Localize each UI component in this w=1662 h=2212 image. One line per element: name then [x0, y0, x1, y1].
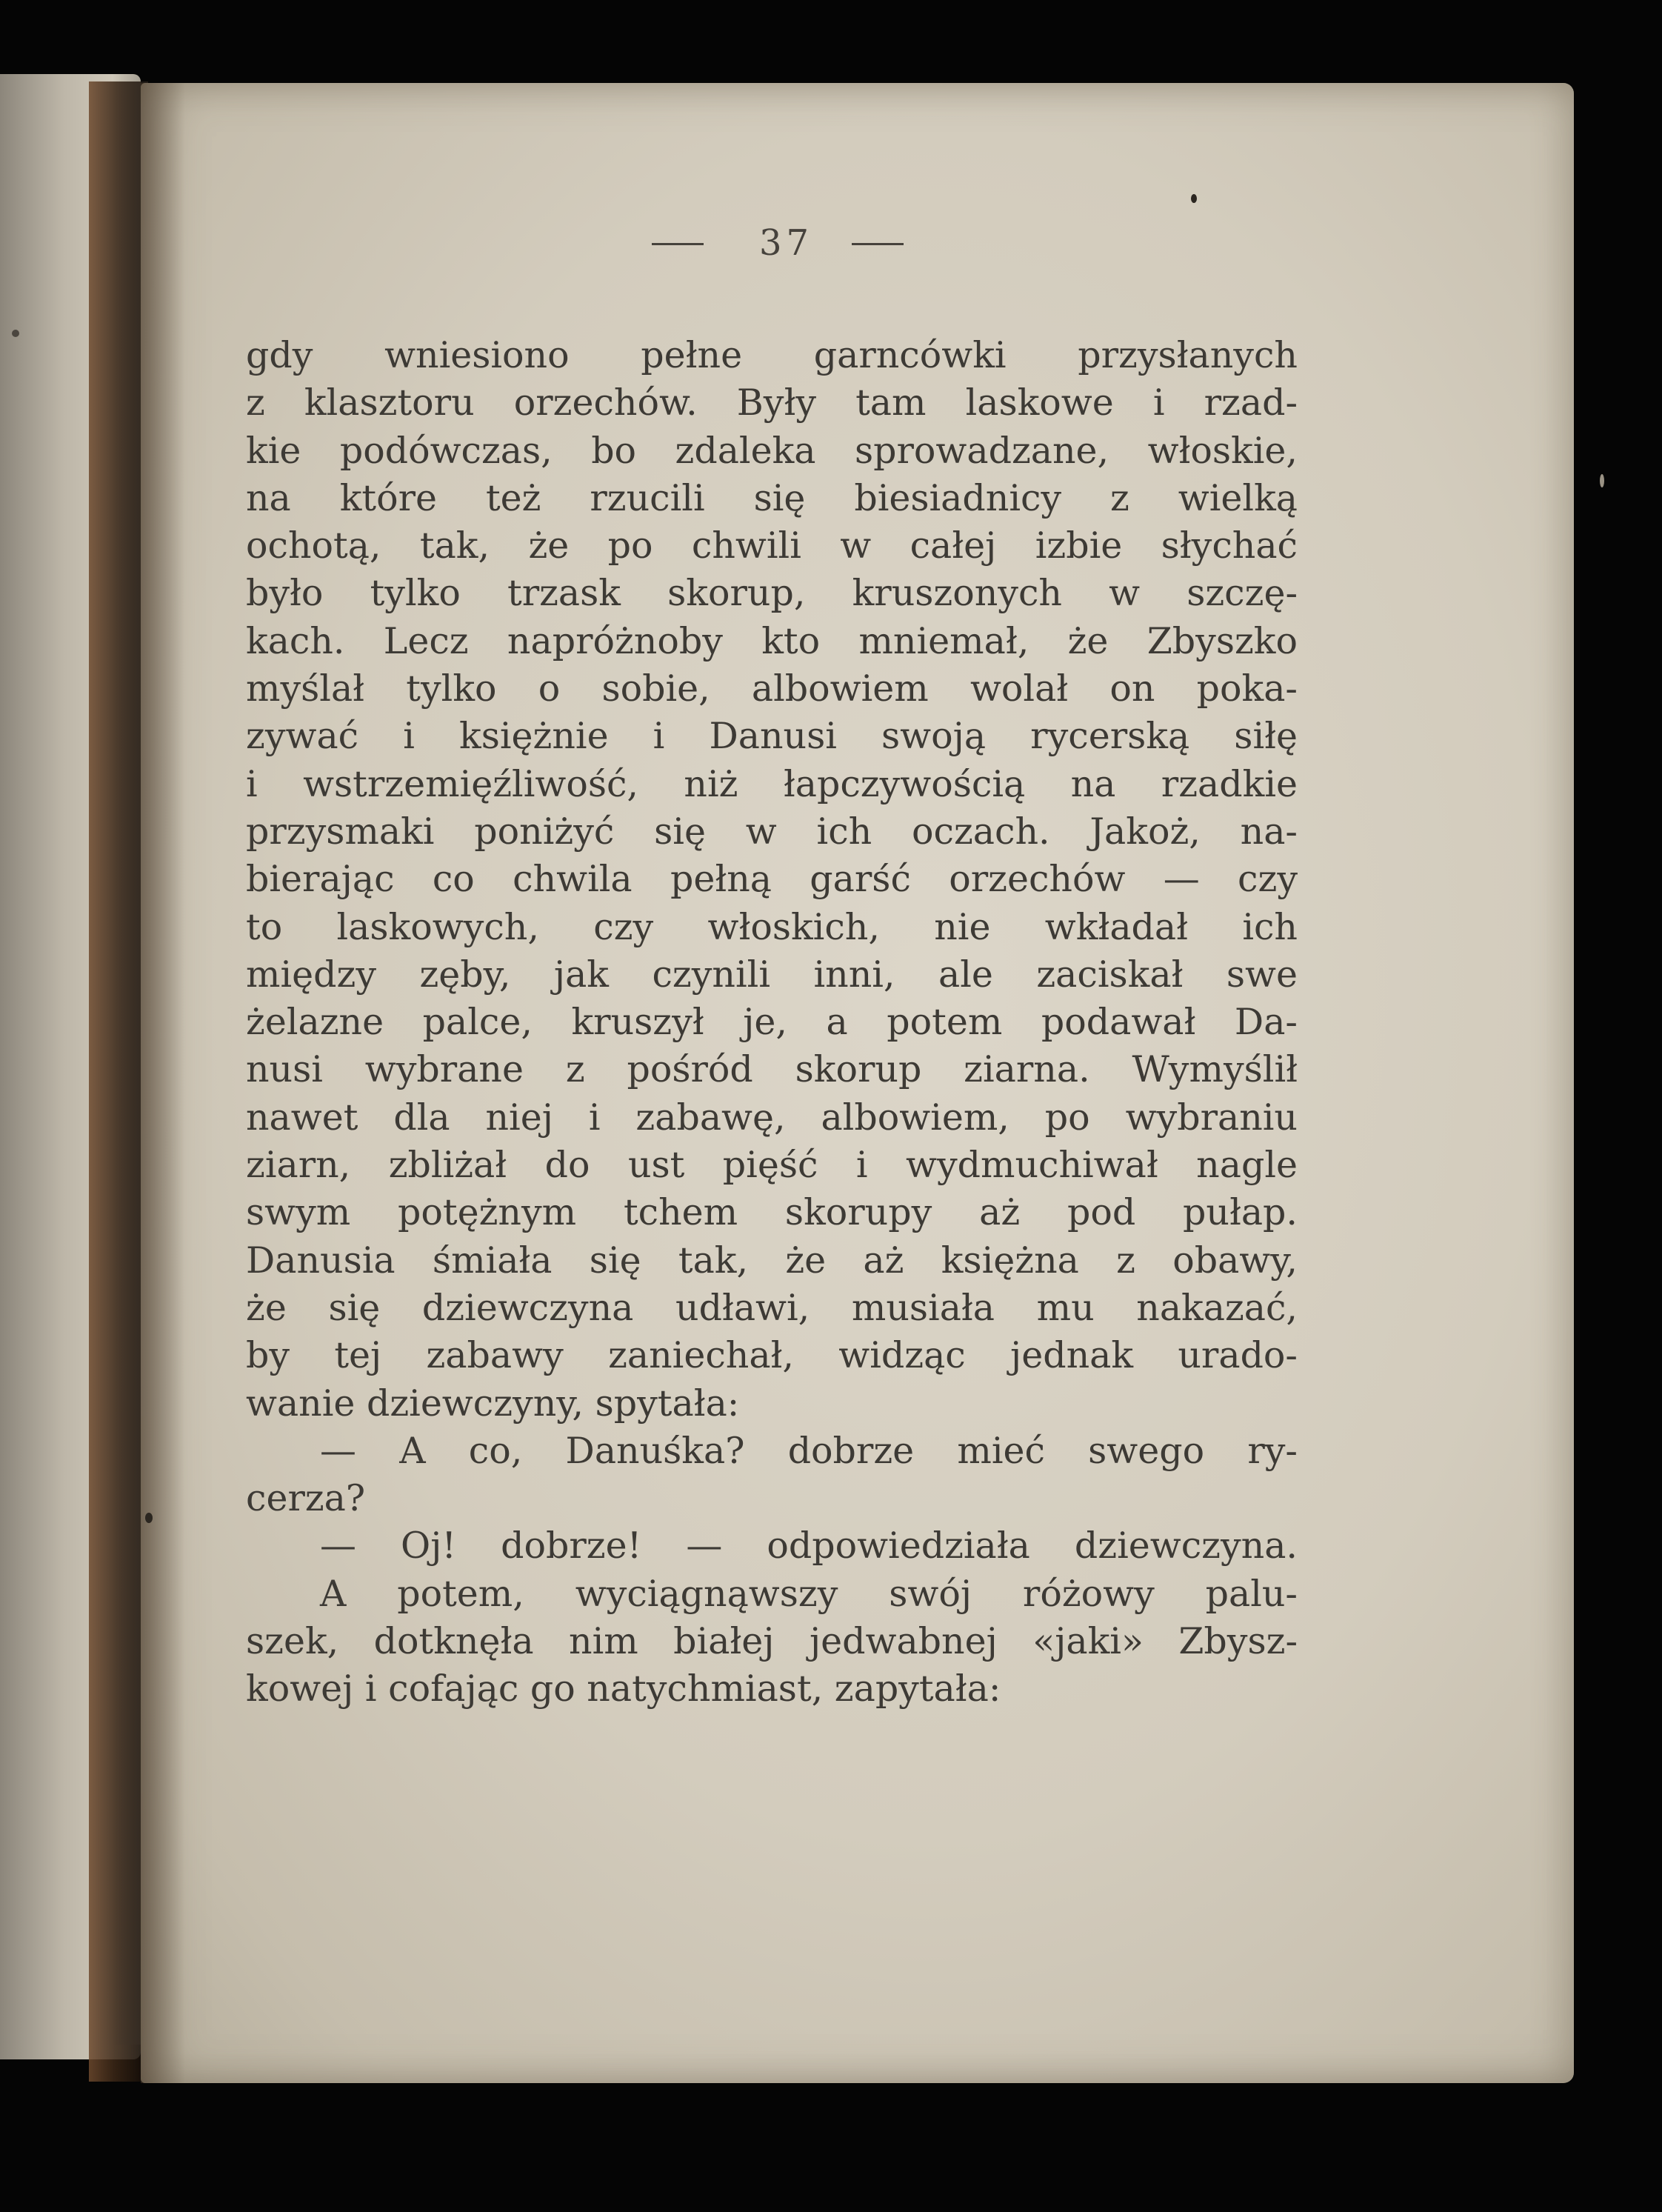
header-dash-right	[852, 243, 904, 245]
text-line: szek, dotknęła nim białej jedwabnej «jaki» Zbysz-	[246, 1620, 1298, 1663]
text-line: swym potężnym tchem skorupy aż pod pułap.	[246, 1191, 1298, 1234]
text-line: zywać i księżnie i Danusi swoją rycerską siłę	[246, 715, 1298, 758]
gutter-shadow	[141, 83, 185, 2083]
text-line: ziarn, zbliżał do ust pięść i wydmuchiwał nagle	[246, 1144, 1298, 1187]
text-line: gdy wniesiono pełne garncówki przysłanych	[246, 334, 1298, 376]
page-speck	[145, 1513, 153, 1523]
text-line: wanie dziewczyny, spytała:	[246, 1382, 740, 1425]
text-line: by tej zabawy zaniechał, widząc jednak urado-	[246, 1334, 1298, 1377]
text-line: myślał tylko o sobie, albowiem wolał on poka-	[246, 667, 1298, 710]
text-line: żelazne palce, kruszył je, a potem podawał Da-	[246, 1001, 1298, 1044]
page-speck	[1191, 194, 1197, 203]
text-line: było tylko trzask skorup, kruszonych w szczę-	[246, 572, 1298, 615]
text-line: przysmaki poniżyć się w ich oczach. Jakoż, na-	[246, 810, 1298, 853]
text-line: to laskowych, czy włoskich, nie wkładał ich	[246, 905, 1298, 948]
text-line: — A co, Danuśka? dobrze mieć swego ry-	[320, 1429, 1298, 1472]
body-text	[246, 332, 1298, 1713]
text-line: kach. Lecz napróżnoby kto mniemał, że Zbyszko	[246, 619, 1298, 662]
text-line: nusi wybrane z pośród skorup ziarna. Wymyślił	[246, 1048, 1298, 1091]
page-speck	[1600, 474, 1604, 487]
text-line: Danusia śmiała się tak, że aż księżna z obawy,	[246, 1239, 1298, 1282]
text-line: cerza?	[246, 1477, 366, 1520]
text-line: ochotą, tak, że po chwili w całej izbie słychać	[246, 524, 1298, 567]
text-line: na które też rzucili się biesiadnicy z wielką	[246, 476, 1298, 519]
text-line: i wstrzemięźliwość, niż łapczywością na rzadkie	[246, 762, 1298, 805]
page-number: 37	[759, 222, 814, 264]
text-line: A potem, wyciągnąwszy swój różowy palu-	[320, 1572, 1298, 1615]
text-line: kie podówczas, bo zdaleka sprowadzane, włoskie,	[246, 429, 1298, 472]
header-dash-left	[652, 243, 704, 245]
text-line: że się dziewczyna udławi, musiała mu nakazać,	[246, 1286, 1298, 1329]
text-line: bierając co chwila pełną garść orzechów — czy	[246, 858, 1298, 901]
text-line: z klasztoru orzechów. Były tam laskowe i rzad-	[246, 382, 1298, 424]
page-speck	[12, 330, 19, 337]
text-line: kowej i cofając go natychmiast, zapytała:	[246, 1668, 1001, 1710]
text-line: nawet dla niej i zabawę, albowiem, po wybraniu	[246, 1096, 1298, 1139]
text-line: — Oj! dobrze! — odpowiedziała dziewczyna.	[320, 1525, 1298, 1568]
text-line: między zęby, jak czynili inni, ale zaciskał swe	[246, 953, 1298, 996]
